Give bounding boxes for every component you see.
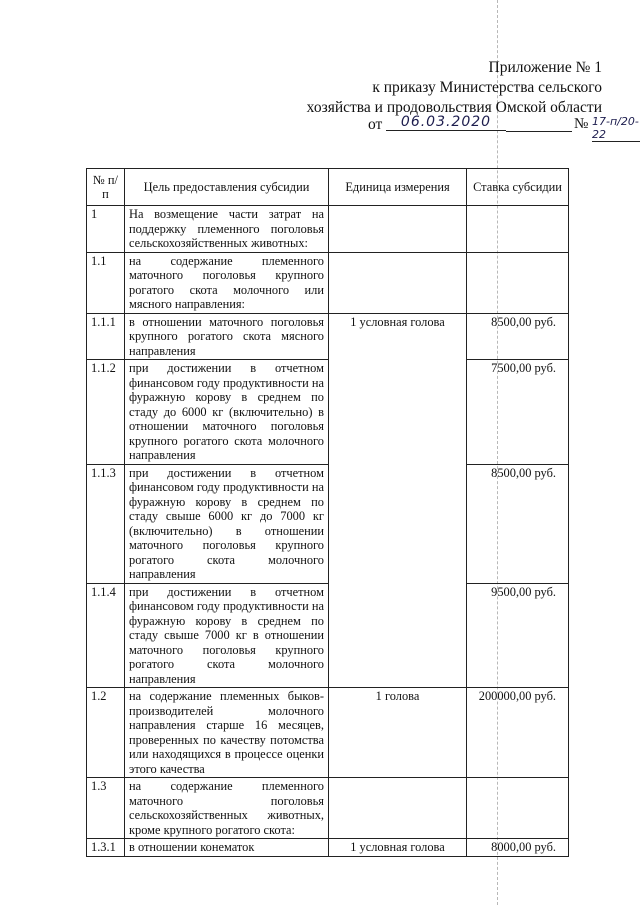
row-unit xyxy=(329,206,467,253)
column-header-number: № п/п xyxy=(87,169,125,206)
row-rate: 8500,00 руб. xyxy=(467,464,569,583)
row-number: 1.1.4 xyxy=(87,583,125,688)
row-number: 1.1.2 xyxy=(87,360,125,465)
row-goal: на содержание племенного маточного поголовья крупного рогатого скота молочного или мясного направления: xyxy=(125,252,329,313)
row-number: 1.3 xyxy=(87,778,125,839)
table-row xyxy=(87,206,569,253)
table-header-row xyxy=(87,169,569,206)
table-row xyxy=(87,839,569,857)
row-goal: в отношении конематок xyxy=(125,839,329,857)
column-header-unit: Единица измерения xyxy=(329,169,467,206)
date-prefix: от xyxy=(368,116,383,133)
date-underline xyxy=(506,131,572,132)
appendix-header xyxy=(307,58,602,118)
row-rate: 8000,00 руб. xyxy=(467,839,569,857)
row-rate: 7500,00 руб. xyxy=(467,360,569,465)
table-row xyxy=(87,313,569,360)
row-goal: На возмещение части затрат на поддержку племенного поголовья сельскохозяйственных животных: xyxy=(125,206,329,253)
row-goal: на содержание племенных быков-производителей молочного направления старше 16 месяцев, проверенных по качеству потомства или находящихся в процессе оценки этого качества xyxy=(125,688,329,778)
row-goal: на содержание племенного маточного поголовья сельскохозяйственных животных, кроме крупного рогатого скота: xyxy=(125,778,329,839)
table-row xyxy=(87,778,569,839)
row-number: 1.3.1 xyxy=(87,839,125,857)
row-rate: 9500,00 руб. xyxy=(467,583,569,688)
handwritten-order-number: 17-п/20-22 xyxy=(592,115,640,142)
table-row xyxy=(87,688,569,778)
row-rate: 8500,00 руб. xyxy=(467,313,569,360)
number-prefix: № xyxy=(574,116,589,132)
row-goal: при достижении в отчетном финансовом году продуктивности на фуражную корову в среднем по стаду до 6000 кг (включительно) в отношении маточного поголовья крупного рогатого скота молочного направления xyxy=(125,360,329,465)
row-unit xyxy=(329,778,467,839)
subsidy-rates-table xyxy=(86,168,569,857)
row-unit: 1 условная голова xyxy=(329,313,467,688)
row-rate: 200000,00 руб. xyxy=(467,688,569,778)
row-rate xyxy=(467,252,569,313)
row-rate xyxy=(467,206,569,253)
table-row xyxy=(87,583,569,688)
row-number: 1.1 xyxy=(87,252,125,313)
order-reference-line1: к приказу Министерства сельского xyxy=(372,79,602,96)
row-number: 1.2 xyxy=(87,688,125,778)
order-reference-line2: хозяйства и продовольствия Омской области xyxy=(306,99,602,116)
row-goal: при достижении в отчетном финансовом году продуктивности на фуражную корову в среднем по стаду свыше 6000 кг до 7000 кг (включительно) в отношении маточного поголовья крупного рогатого скота молочного направления xyxy=(125,464,329,583)
order-date-line xyxy=(368,114,639,141)
row-number: 1.1.1 xyxy=(87,313,125,360)
table-row xyxy=(87,252,569,313)
appendix-title: Приложение № 1 xyxy=(488,59,602,76)
column-header-rate: Ставка субсидии xyxy=(467,169,569,206)
row-rate xyxy=(467,778,569,839)
column-header-goal: Цель предоставления субсидии xyxy=(125,169,329,206)
row-number: 1.1.3 xyxy=(87,464,125,583)
table-row xyxy=(87,360,569,465)
handwritten-date: 06.03.2020 xyxy=(386,114,506,131)
row-goal: при достижении в отчетном финансовом году продуктивности на фуражную корову в среднем по стаду свыше 7000 кг в отношении маточного поголовья крупного рогатого скота молочного направления xyxy=(125,583,329,688)
row-unit: 1 голова xyxy=(329,688,467,778)
table-row xyxy=(87,464,569,583)
row-unit xyxy=(329,252,467,313)
row-unit: 1 условная голова xyxy=(329,839,467,857)
row-number: 1 xyxy=(87,206,125,253)
row-goal: в отношении маточного поголовья крупного рогатого скота мясного направления xyxy=(125,313,329,360)
